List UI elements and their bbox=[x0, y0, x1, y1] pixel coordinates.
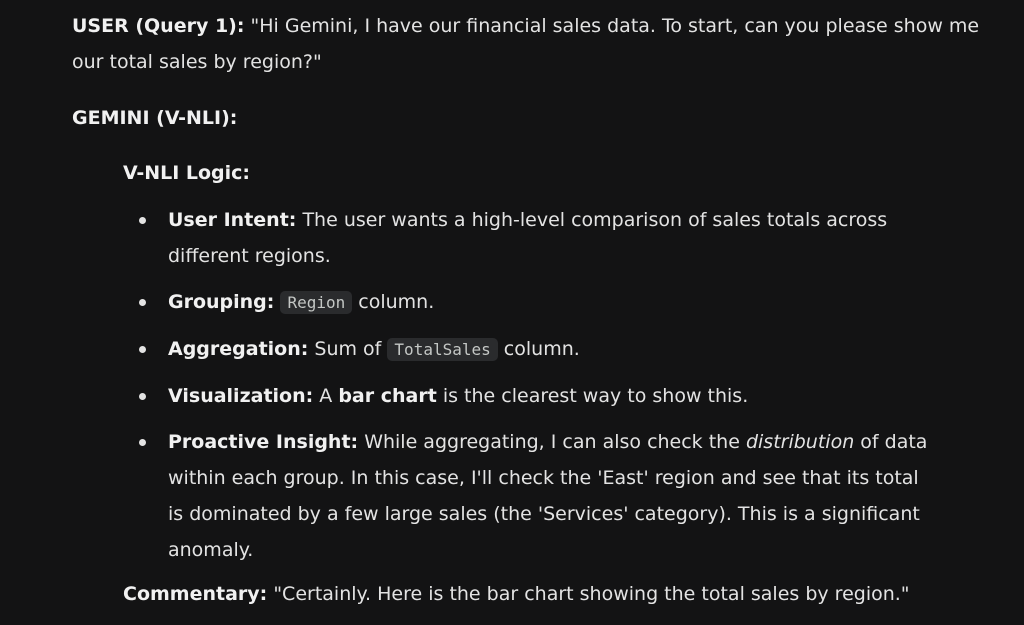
visualization-suffix: is the clearest way to show this. bbox=[442, 385, 749, 407]
commentary bbox=[123, 576, 1003, 612]
distribution-emphasis: distribution bbox=[745, 431, 855, 453]
user-intent-text: The user wants a high-level comparison of sales totals across different regions. bbox=[168, 209, 888, 267]
logic-heading-text: V-NLI Logic: bbox=[123, 162, 251, 184]
bullet-icon bbox=[139, 299, 146, 306]
list-item-user-intent bbox=[0, 202, 928, 274]
bar-chart-emphasis: bar chart bbox=[338, 385, 437, 407]
logic-list bbox=[0, 202, 1024, 578]
gemini-header bbox=[72, 100, 992, 136]
insight-label: Proactive Insight: bbox=[168, 431, 359, 453]
user-intent-label: User Intent: bbox=[168, 209, 297, 231]
logic-heading bbox=[123, 155, 250, 191]
user-query-text: "Hi Gemini, I have our financial sales data. To start, can you please show me our total sales by region?" bbox=[72, 15, 980, 73]
list-item-grouping bbox=[0, 284, 928, 321]
insight-suffix: of data within each group. In this case, I'll check the 'East' region and see that its total is dominated by a few large sales (the 'Services' category). This is a significant anomaly. bbox=[168, 431, 928, 561]
list-item-aggregation bbox=[0, 331, 928, 368]
list-item-visualization bbox=[0, 378, 928, 414]
commentary-label: Commentary: bbox=[123, 583, 268, 605]
totalsales-code: TotalSales bbox=[387, 338, 497, 361]
commentary-text: "Certainly. Here is the bar chart showing the total sales by region." bbox=[273, 583, 910, 605]
bullet-icon bbox=[139, 439, 146, 446]
bullet-icon bbox=[139, 346, 146, 353]
list-item-proactive-insight bbox=[0, 424, 928, 568]
user-query bbox=[72, 8, 992, 80]
region-code: Region bbox=[280, 291, 352, 314]
aggregation-prefix: Sum of bbox=[314, 338, 382, 360]
insight-prefix: While aggregating, I can also check the bbox=[364, 431, 740, 453]
visualization-label: Visualization: bbox=[168, 385, 314, 407]
grouping-label: Grouping: bbox=[168, 291, 275, 313]
aggregation-suffix: column. bbox=[503, 338, 580, 360]
visualization-prefix: A bbox=[319, 385, 333, 407]
gemini-label: GEMINI (V-NLI): bbox=[72, 107, 238, 129]
bullet-icon bbox=[139, 217, 146, 224]
aggregation-label: Aggregation: bbox=[168, 338, 309, 360]
bullet-icon bbox=[139, 393, 146, 400]
user-query-label: USER (Query 1): bbox=[72, 15, 245, 37]
grouping-suffix: column. bbox=[358, 291, 435, 313]
